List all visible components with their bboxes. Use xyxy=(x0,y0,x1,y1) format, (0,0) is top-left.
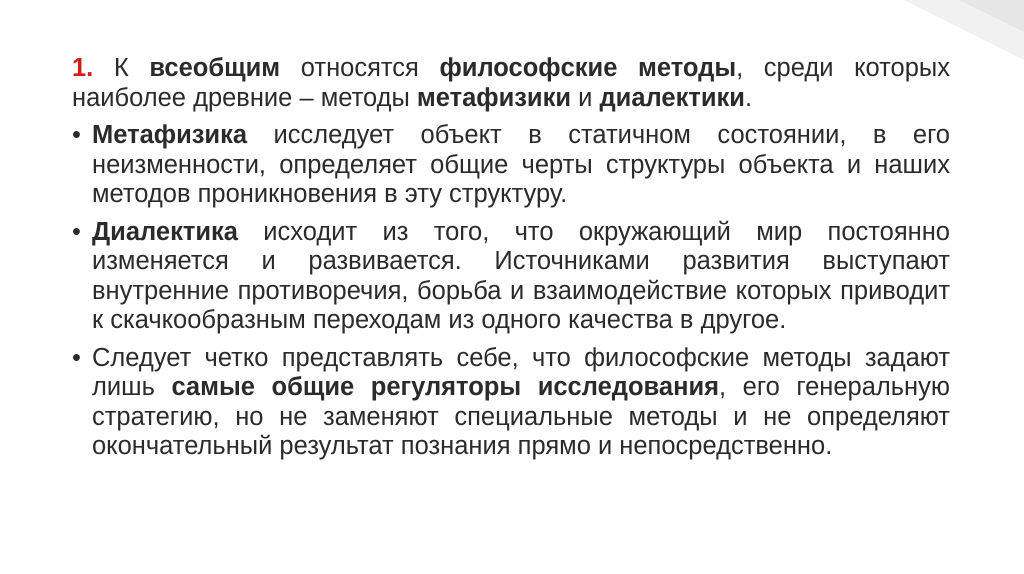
bullet-marker: • xyxy=(72,217,81,246)
bullet-dialectics xyxy=(72,218,950,336)
bullet-term: Диалектика xyxy=(92,217,238,246)
intro-text-4: и xyxy=(571,83,600,112)
intro-term-metaphysics: метафизики xyxy=(416,83,572,112)
intro-term-philosophical-methods: философские методы xyxy=(439,54,737,82)
intro-term-dialectics: диалектики xyxy=(599,83,745,112)
bullet-metaphysics xyxy=(72,121,950,210)
bullet-term: Метафизика xyxy=(92,121,248,149)
bullet-marker: • xyxy=(72,343,81,372)
bullet-text: исходит из того, что окружающий мир постоянно изменяется и развивается. Источниками развития выступают внутренние противоречия, борьба и взаимодействие которых приводит к скачкообразным переходам из одного качества в другое. xyxy=(92,217,950,334)
intro-paragraph xyxy=(72,54,950,113)
bullet-text: исследует объект в статичном состоянии, в его неизменности, определяет общие черты структуры объекта и наших методов проникновения в эту структуру. xyxy=(92,121,950,208)
intro-text-5: . xyxy=(744,83,753,112)
intro-number: 1. xyxy=(72,54,94,82)
bullet-text-pre: Следует четко представлять себе, что философские методы задают лишь xyxy=(92,343,950,401)
slide-content xyxy=(72,54,950,470)
intro-term-universal: всеобщим xyxy=(149,54,281,82)
bullet-regulators xyxy=(72,344,950,462)
bullet-text-post: , его генеральную стратегию, но не заменяют специальные методы и не определяют окончательный результат познания прямо и непосредственно. xyxy=(92,373,951,460)
intro-text-1: К xyxy=(93,54,150,82)
intro-text-3: , среди которых наиболее древние – методы xyxy=(72,54,950,112)
intro-text-2: относятся xyxy=(280,54,440,82)
bullet-term: самые общие регуляторы исследования xyxy=(171,373,720,401)
bullet-marker: • xyxy=(72,121,81,149)
